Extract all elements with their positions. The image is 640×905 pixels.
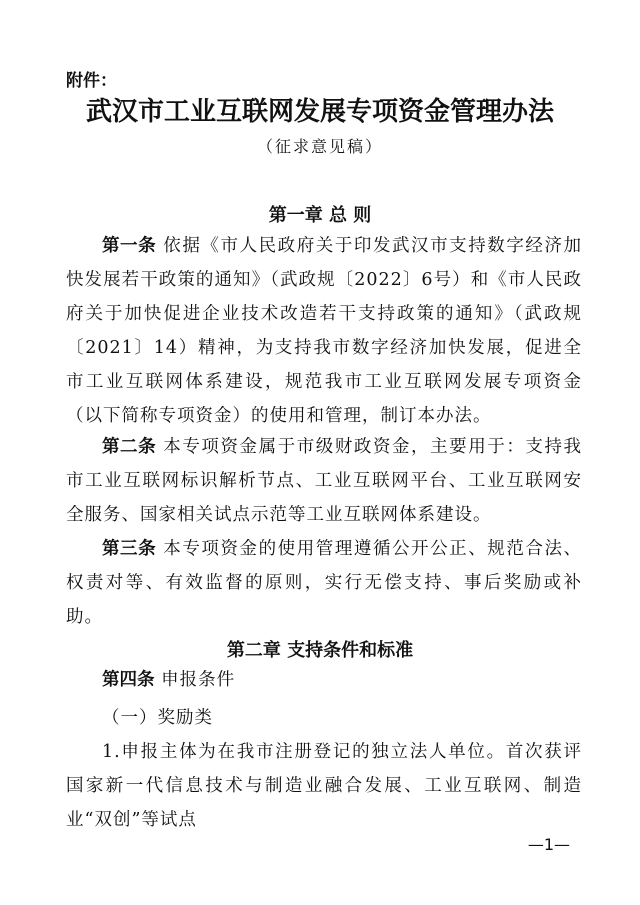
category-reward: （一）奖励类 (102, 708, 213, 728)
article-2 (66, 430, 582, 532)
article-1-lead: 第一条 (102, 236, 157, 256)
chapter-heading-2: 第二章 支持条件和标准 (226, 640, 414, 661)
document-title: 武汉市工业互联网发展专项资金管理办法 (85, 97, 554, 127)
article-4-lead: 第四条 (102, 670, 155, 690)
article-3-lead: 第三条 (102, 539, 157, 559)
article-4 (66, 663, 582, 697)
article-2-text: 本专项资金属于市级财政资金，主要用于：支持我市工业互联网标识解析节点、工业互联网平台、工业互联网安全服务、国家相关试点示范等工业互联网体系建设。 (66, 437, 583, 525)
document-subtitle: （征求意见稿） (256, 137, 383, 156)
article-2-lead: 第二条 (102, 437, 157, 457)
article-1 (66, 229, 582, 433)
article-3 (66, 532, 582, 634)
article-1-text: 依据《市人民政府关于印发武汉市支持数字经济加快发展若干政策的通知》（武政规〔2022〕6号）和《市人民政府关于加快促进企业技术改造若干支持政策的通知》（武政规〔2021〕14）精神，为支持我市数字经济加快发展，促进全市工业互联网体系建设，规范我市工业互联网发展专项资金（以下简称专项资金）的使用和管理，制订本办法。 (66, 236, 583, 426)
item-1: 1.申报主体为在我市注册登记的独立法人单位。首次获评国家新一代信息技术与制造业融合发展、工业互联网、制造业“双创”等试点 (66, 742, 582, 830)
chapter-heading-1: 第一章 总 则 (268, 205, 372, 226)
attachment-label: 附件： (66, 71, 117, 91)
article-3-text: 本专项资金的使用管理遵循公开公正、规范合法、权责对等、有效监督的原则，实行无偿支持、事后奖励或补助。 (66, 539, 583, 627)
article-4-text: 申报条件 (154, 670, 236, 690)
page-number: —1— (527, 835, 570, 854)
